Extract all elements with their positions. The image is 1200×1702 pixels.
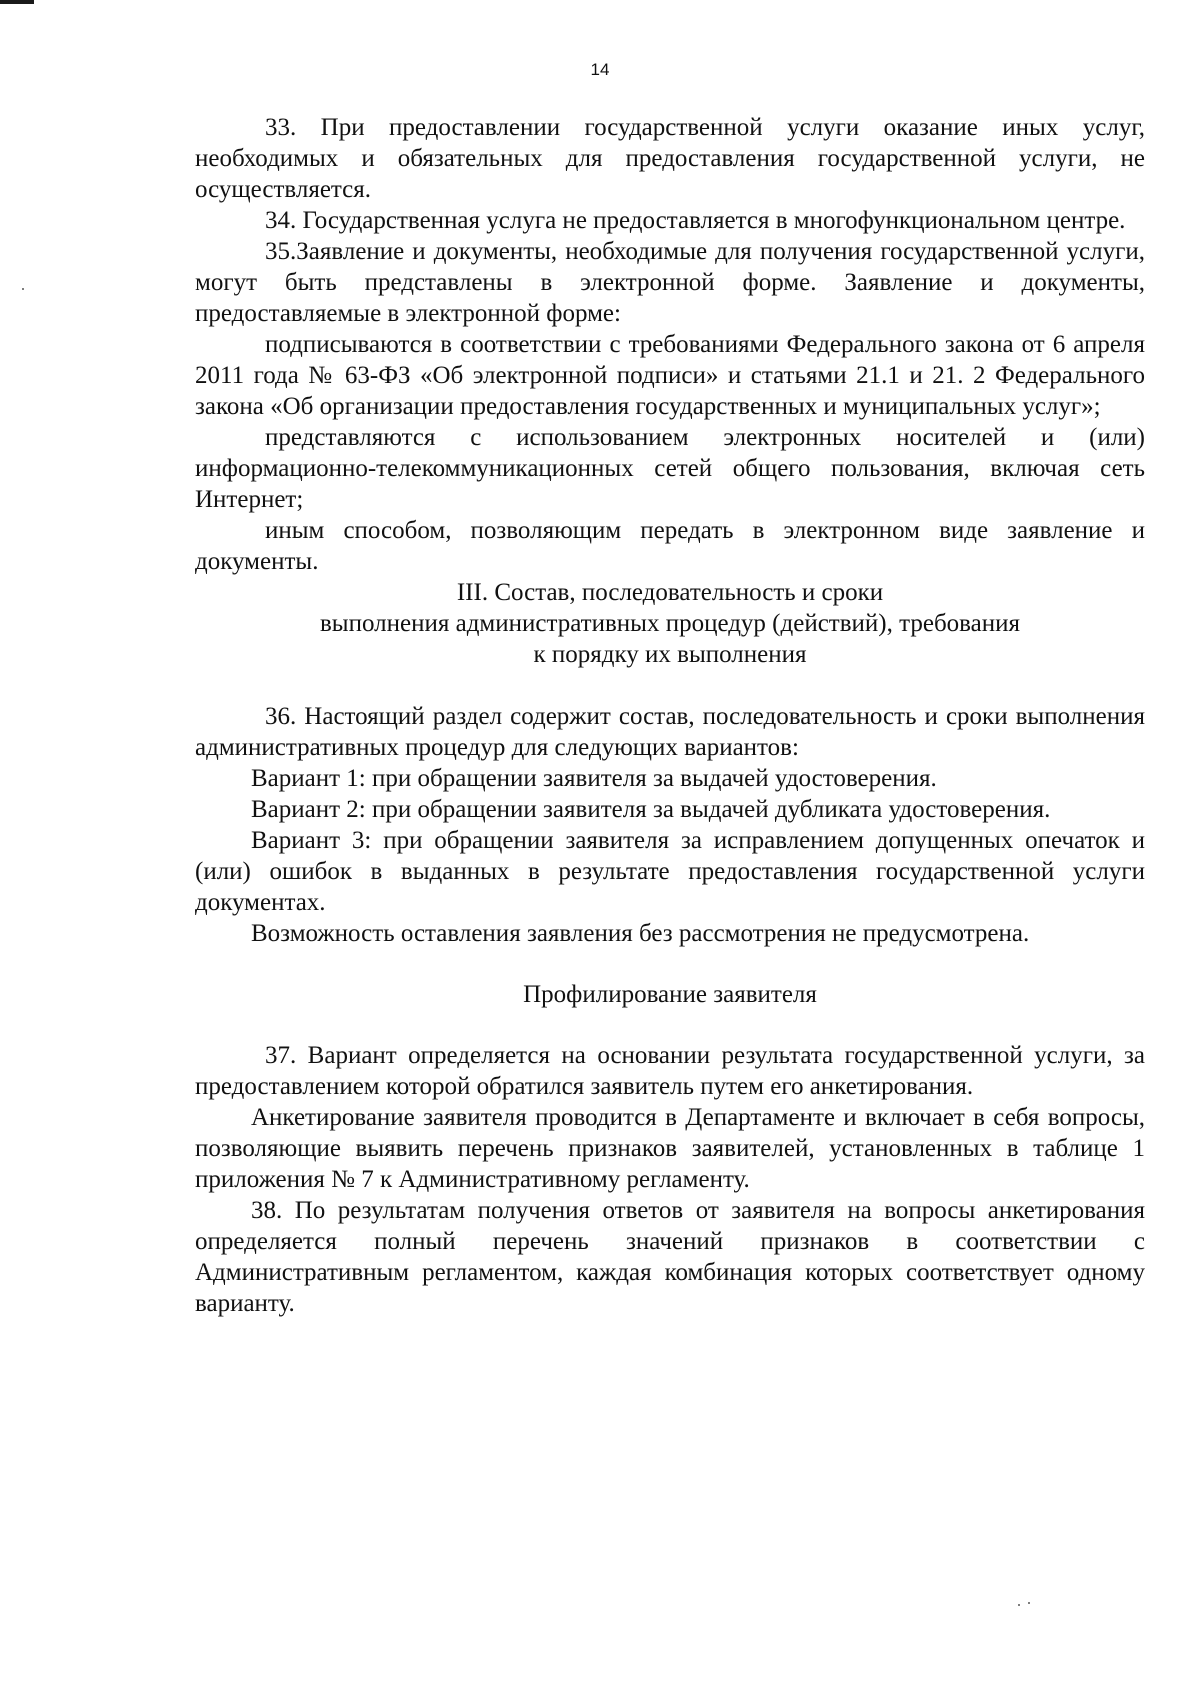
section-heading	[195, 577, 1145, 670]
section-heading-line-1: III. Состав, последовательность и сроки	[456, 579, 884, 606]
paragraph-35-item-3: иным способом, позволяющим передать в электронном виде заявление и документы.	[195, 517, 1145, 575]
paragraph-33: 33. При предоставлении государственной услуги оказание иных услуг, необходимых и обязательных для предоставления государственной услуги, не осуществляется.	[195, 114, 1145, 203]
scan-speck	[1018, 1604, 1020, 1606]
paragraph-36: 36. Настоящий раздел содержит состав, последовательность и сроки выполнения административных процедур для следующих вариантов:	[195, 703, 1145, 761]
document-body	[195, 112, 1145, 1319]
section-heading-line-3: к порядку их выполнения	[533, 641, 807, 668]
scan-speck	[1028, 1602, 1030, 1604]
subheading-profiling: Профилирование заявителя	[523, 981, 817, 1008]
paragraph-37: 37. Вариант определяется на основании результата государственной услуги, за предоставлением которой обратился заявитель путем его анкетирования.	[195, 1042, 1145, 1100]
variant-3: Вариант 3: при обращении заявителя за исправлением допущенных опечаток и (или) ошибок в выданных в результате предоставления государственной услуги документах.	[195, 827, 1145, 916]
paragraph-37-questionnaire: Анкетирование заявителя проводится в Департаменте и включает в себя вопросы, позволяющие выявить перечень признаков заявителей, установленных в таблице 1 приложения № 7 к Административному регламенту.	[195, 1104, 1145, 1193]
paragraph-34: 34. Государственная услуга не предоставляется в многофункциональном центре.	[265, 207, 1126, 234]
variant-1: Вариант 1: при обращении заявителя за выдачей удостоверения.	[251, 765, 937, 792]
page-number: 14	[590, 60, 610, 79]
scan-speck	[22, 288, 24, 290]
paragraph-35: 35.Заявление и документы, необходимые для получения государственной услуги, могут быть представлены в электронной форме. Заявление и документы, предоставляемые в электронной форме:	[195, 238, 1145, 327]
spacer	[195, 670, 1145, 701]
no-review-note: Возможность оставления заявления без рассмотрения не предусмотрена.	[251, 920, 1030, 947]
spacer	[195, 1010, 1145, 1040]
scan-edge-mark	[0, 0, 34, 4]
paragraph-38: 38. По результатам получения ответов от заявителя на вопросы анкетирования определяется полный перечень значений признаков в соответствии с Административным регламентом, каждая комбинация которых соответствует одному варианту.	[195, 1197, 1145, 1317]
variant-2: Вариант 2: при обращении заявителя за выдачей дубликата удостоверения.	[251, 796, 1051, 823]
paragraph-35-item-1: подписываются в соответствии с требованиями Федерального закона от 6 апреля 2011 года № 63-ФЗ «Об электронной подписи» и статьями 21.1 и 21. 2 Федерального закона «Об организации предоставления государственных и муниципальных услуг»;	[195, 331, 1145, 420]
spacer	[195, 949, 1145, 979]
section-heading-line-2: выполнения административных процедур (действий), требования	[320, 610, 1020, 637]
paragraph-35-item-2: представляются с использованием электронных носителей и (или) информационно-телекоммуникационных сетей общего пользования, включая сеть Интернет;	[195, 424, 1145, 513]
